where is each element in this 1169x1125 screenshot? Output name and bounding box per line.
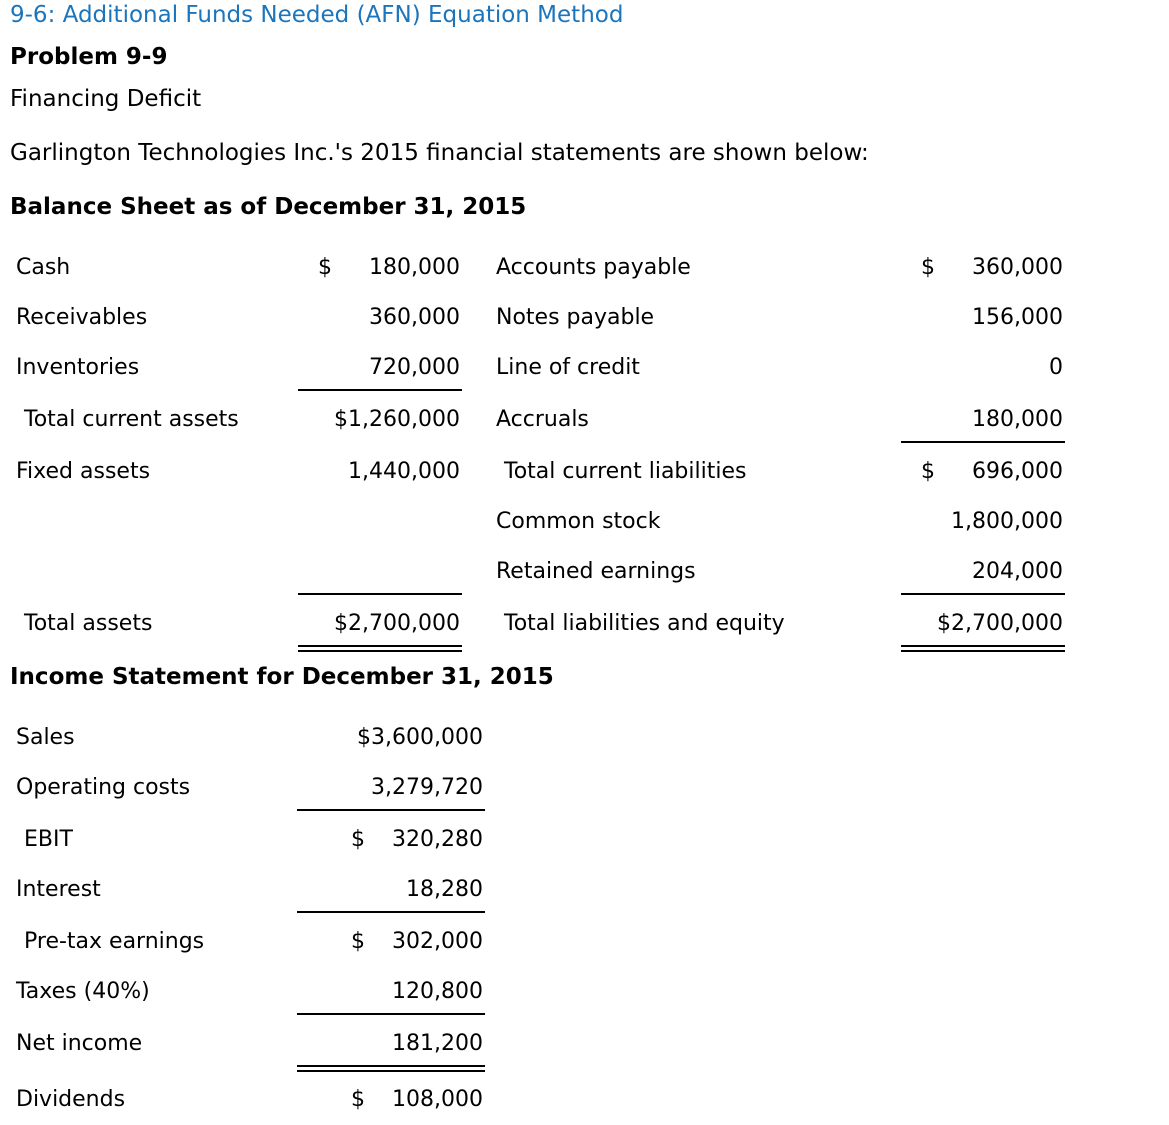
income-value: 181,200 [392,1031,483,1056]
asset-label: Inventories [16,355,140,380]
income-value: 120,800 [392,979,483,1004]
currency-symbol: $ [351,827,365,852]
underline [297,911,485,913]
income-value: 18,280 [406,877,483,902]
asset-label: Cash [16,255,71,280]
underline [297,1013,485,1015]
income-label: Net income [16,1031,143,1056]
liability-value: $ 360,000 [921,255,1063,280]
asset-value: $2,700,000 [334,611,460,636]
section-link[interactable]: 9-6: Additional Funds Needed (AFN) Equation Method [10,2,624,28]
liability-label: Accounts payable [496,255,691,280]
intro-text: Garlington Technologies Inc.'s 2015 financial statements are shown below: [10,140,869,166]
asset-label: Receivables [16,305,148,330]
underline [901,593,1065,595]
liability-label: Total liabilities and equity [504,611,785,636]
currency-symbol: $ [351,929,365,954]
income-label: Pre-tax earnings [24,929,205,954]
income-label: Interest [16,877,101,902]
currency-symbol: $ [921,459,935,484]
liability-label: Accruals [496,407,589,432]
double-underline [297,1065,485,1072]
liability-label: Total current liabilities [504,459,747,484]
liability-label: Line of credit [496,355,640,380]
asset-value: 1,440,000 [348,459,460,484]
asset-label: Fixed assets [16,459,151,484]
problem-title: Problem 9-9 [10,44,168,70]
balance-sheet-title: Balance Sheet as of December 31, 2015 [10,194,527,220]
income-label: Sales [16,725,75,750]
income-value: 3,279,720 [371,775,483,800]
double-underline [901,645,1065,652]
income-label: EBIT [24,827,73,852]
liability-value: 180,000 [972,407,1063,432]
currency-symbol: $ [921,255,935,280]
income-value: $ 108,000 [351,1087,483,1112]
double-underline [298,645,462,652]
asset-value: $1,260,000 [334,407,460,432]
underline [298,389,462,391]
currency-symbol: $ [351,1087,365,1112]
liability-value: 1,800,000 [951,509,1063,534]
asset-label: Total assets [24,611,153,636]
underline [297,809,485,811]
liability-value: $2,700,000 [937,611,1063,636]
underline [901,441,1065,443]
liability-value: 156,000 [972,305,1063,330]
currency-symbol: $ [318,255,332,280]
liability-value: 204,000 [972,559,1063,584]
liability-label: Common stock [496,509,661,534]
liability-label: Retained earnings [496,559,696,584]
liability-label: Notes payable [496,305,655,330]
income-label: Operating costs [16,775,191,800]
asset-value: 360,000 [369,305,460,330]
income-value: $3,600,000 [357,725,483,750]
asset-label: Total current assets [24,407,239,432]
income-value: $ 320,280 [351,827,483,852]
asset-value: 720,000 [369,355,460,380]
income-label: Dividends [16,1087,126,1112]
liability-value: $ 696,000 [921,459,1063,484]
liability-value: 0 [1049,355,1063,380]
problem-subtitle: Financing Deficit [10,86,202,112]
income-label: Taxes (40%) [16,979,150,1004]
income-value: $ 302,000 [351,929,483,954]
underline [298,593,462,595]
income-statement-title: Income Statement for December 31, 2015 [10,664,554,690]
asset-value: $ 180,000 [318,255,460,280]
